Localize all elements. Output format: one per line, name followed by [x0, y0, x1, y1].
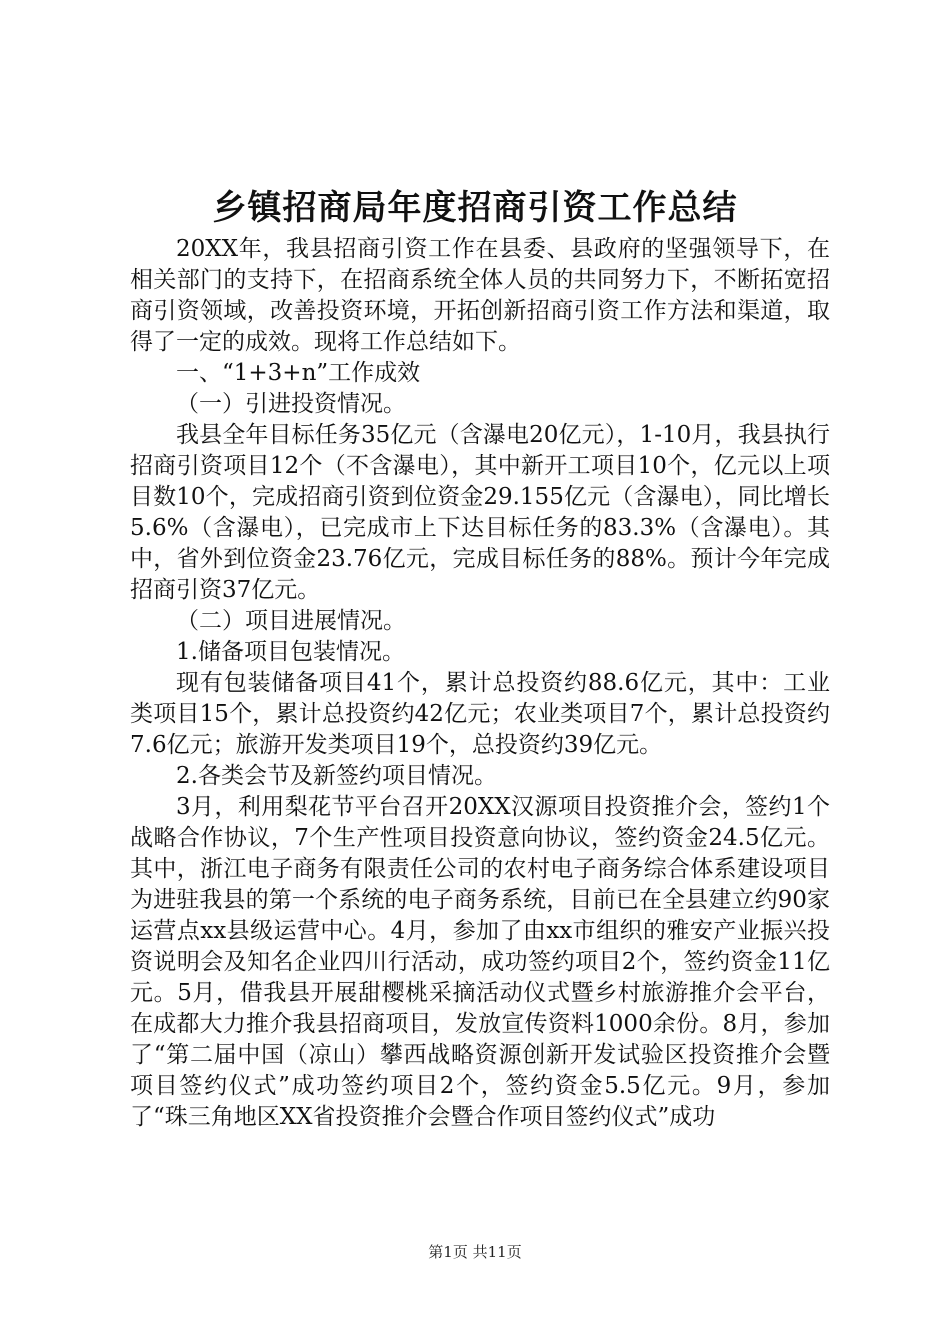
- document-title: 乡镇招商局年度招商引资工作总结: [212, 188, 738, 228]
- reserve-projects-paragraph: 现有包装储备项目41个，累计总投资约88.6亿元，其中：工业类项目15个，累计总投资约42亿元；农业类项目7个，累计总投资约7.6亿元；旅游开发类项目19个，总投资约39亿元。: [130, 670, 830, 758]
- item-heading-1: 1.储备项目包装情况。: [176, 639, 405, 665]
- page-footer: 第1页 共11页: [428, 1243, 522, 1261]
- subsection-heading-1: （一）引进投资情况。: [176, 391, 406, 417]
- section-heading-1: 一、“1+3+n”工作成效: [176, 360, 421, 386]
- intro-paragraph: 20XX年，我县招商引资工作在县委、县政府的坚强领导下，在相关部门的支持下，在招商系统全体人员的共同努力下，不断拓宽招商引资领域，改善投资环境，开拓创新招商引资工作方法和渠道，取得了一定的成效。现将工作总结如下。: [130, 236, 830, 355]
- item-heading-2: 2.各类会节及新签约项目情况。: [176, 763, 497, 789]
- document-body: [130, 234, 830, 1133]
- subsection-heading-2: （二）项目进展情况。: [176, 608, 406, 634]
- investment-paragraph: 我县全年目标任务35亿元（含瀑电20亿元），1-10月，我县执行招商引资项目12个（不含瀑电），其中新开工项目10个，亿元以上项目数10个，完成招商引资到位资金29.155亿元（含瀑电），同比增长5.6%（含瀑电），已完成市上下达目标任务的83.3%（含瀑电）。其中，省外到位资金23.76亿元，完成目标任务的88%。预计今年完成招商引资37亿元。: [130, 422, 830, 603]
- events-paragraph: 3月，利用梨花节平台召开20XX汉源项目投资推介会，签约1个战略合作协议，7个生产性项目投资意向协议，签约资金24.5亿元。其中，浙江电子商务有限责任公司的农村电子商务综合体系建设项目为进驻我县的第一个系统的电子商务系统，目前已在全县建立约90家运营点xx县级运营中心。4月，参加了由xx市组织的雅安产业振兴投资说明会及知名企业四川行活动，成功签约项目2个，签约资金11亿元。5月，借我县开展甜樱桃采摘活动仪式暨乡村旅游推介会平台，在成都大力推介我县招商项目，发放宣传资料1000余份。8月，参加了“第二届中国（凉山）攀西战略资源创新开发试验区投资推介会暨项目签约仪式”成功签约项目2个，签约资金5.5亿元。9月，参加了“珠三角地区XX省投资推介会暨合作项目签约仪式”成功: [130, 794, 830, 1130]
